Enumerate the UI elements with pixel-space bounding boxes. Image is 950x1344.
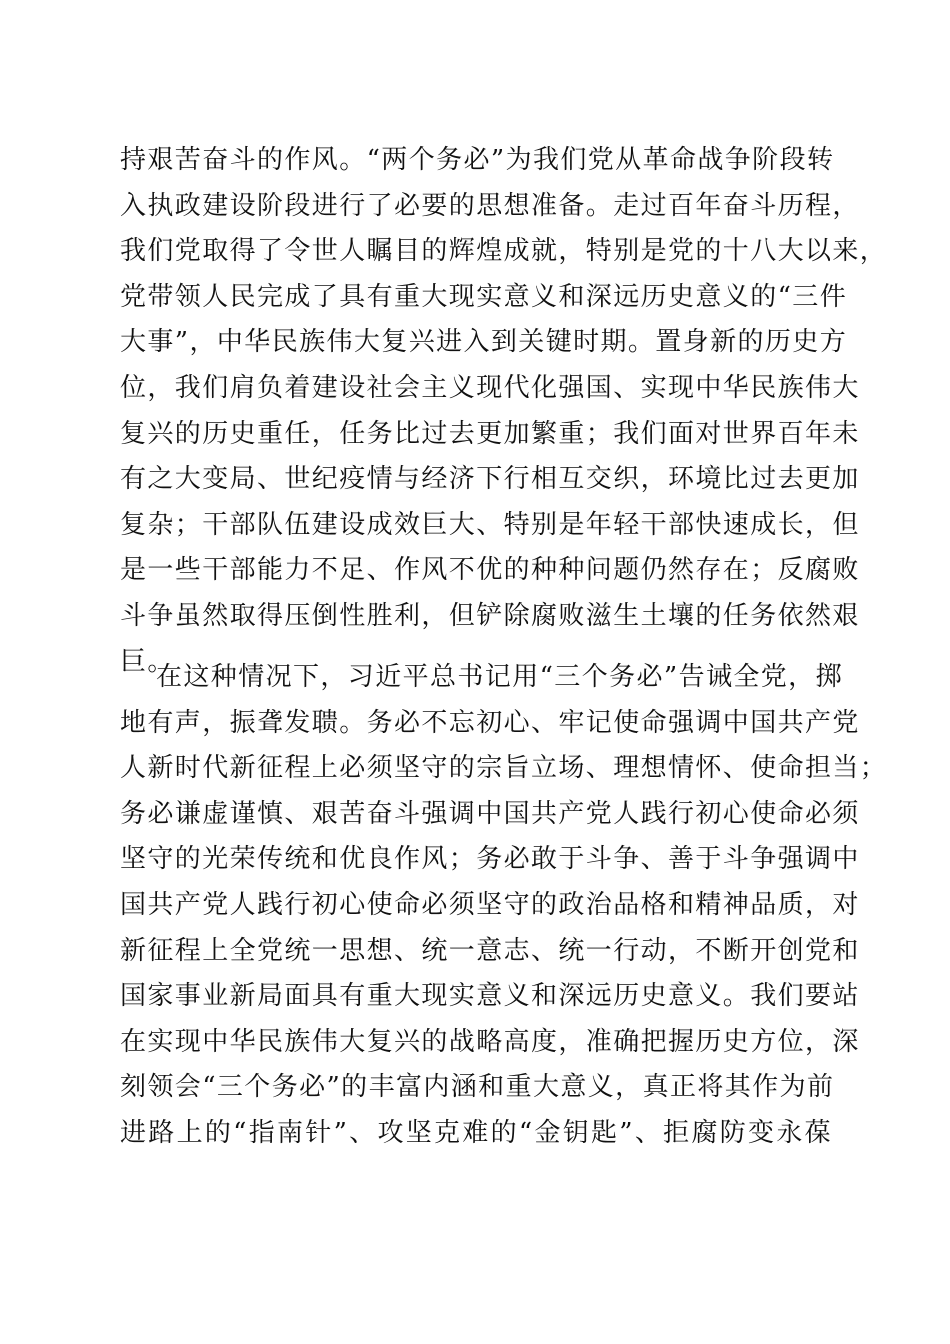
paragraph-line: 斗争虽然取得压倒性胜利，但铲除腐败滋生土壤的任务依然艰	[120, 600, 860, 631]
paragraph-1	[120, 138, 888, 685]
paragraph-line: 进路上的“指南针”、攻坚克难的“金钥匙”、拒腐防变永葆	[120, 1117, 832, 1148]
paragraph-line: 刻领会“三个务必”的丰富内涵和重大意义，真正将其作为前	[120, 1072, 835, 1103]
paragraph-line: 巨。	[120, 646, 175, 677]
paragraph-line: 我们党取得了令世人瞩目的辉煌成就，特别是党的十八大以来，	[120, 236, 888, 267]
paragraph-line: 是一些干部能力不足、作风不优的种种问题仍然存在；反腐败	[120, 555, 860, 586]
paragraph-first-line	[120, 655, 843, 701]
paragraph-line: 位，我们肩负着建设社会主义现代化强国、实现中华民族伟大	[120, 372, 860, 403]
paragraph-line: 国家事业新局面具有重大现实意义和深远历史意义。我们要站	[120, 981, 860, 1012]
paragraph-line: 持艰苦奋斗的作风。“两个务必”为我们党从革命战争阶段转	[120, 145, 835, 175]
paragraph-line: 复兴的历史重任，任务比过去更加繁重；我们面对世界百年未	[120, 418, 860, 449]
paragraph-line: 坚守的光荣传统和优良作风；务必敢于斗争、善于斗争强调中	[120, 844, 860, 875]
paragraph-line: 国共产党人践行初心使命必须坚守的政治品格和精神品质，对	[120, 889, 860, 920]
paragraph-2	[120, 655, 888, 1157]
paragraph-line: 人新时代新征程上必须坚守的宗旨立场、理想情怀、使命担当；	[120, 753, 888, 784]
paragraph-line: 务必谦虚谨慎、艰苦奋斗强调中国共产党人践行初心使命必须	[120, 798, 860, 829]
paragraph-line: 入执政建设阶段进行了必要的思想准备。走过百年奋斗历程，	[120, 190, 860, 221]
paragraph-first-line-text: 在这种情况下，习近平总书记用“三个务必”告诫全党，掷	[156, 662, 843, 692]
paragraph-line: 党带领人民完成了具有重大现实意义和深远历史意义的“三件	[120, 281, 848, 312]
paragraph-line: 在实现中华民族伟大复兴的战略高度，准确把握历史方位，深	[120, 1026, 860, 1057]
paragraph-line: 地有声，振聋发聩。务必不忘初心、牢记使命强调中国共产党	[120, 707, 860, 738]
paragraph-line: 新征程上全党统一思想、统一意志、统一行动，不断开创党和	[120, 935, 860, 966]
paragraph-line: 大事”，中华民族伟大复兴进入到关键时期。置身新的历史方	[120, 327, 848, 358]
paragraph-line: 复杂；干部队伍建设成效巨大、特别是年轻干部快速成长，但	[120, 509, 860, 540]
paragraph-line: 有之大变局、世纪疫情与经济下行相互交织，环境比过去更加	[120, 464, 860, 495]
